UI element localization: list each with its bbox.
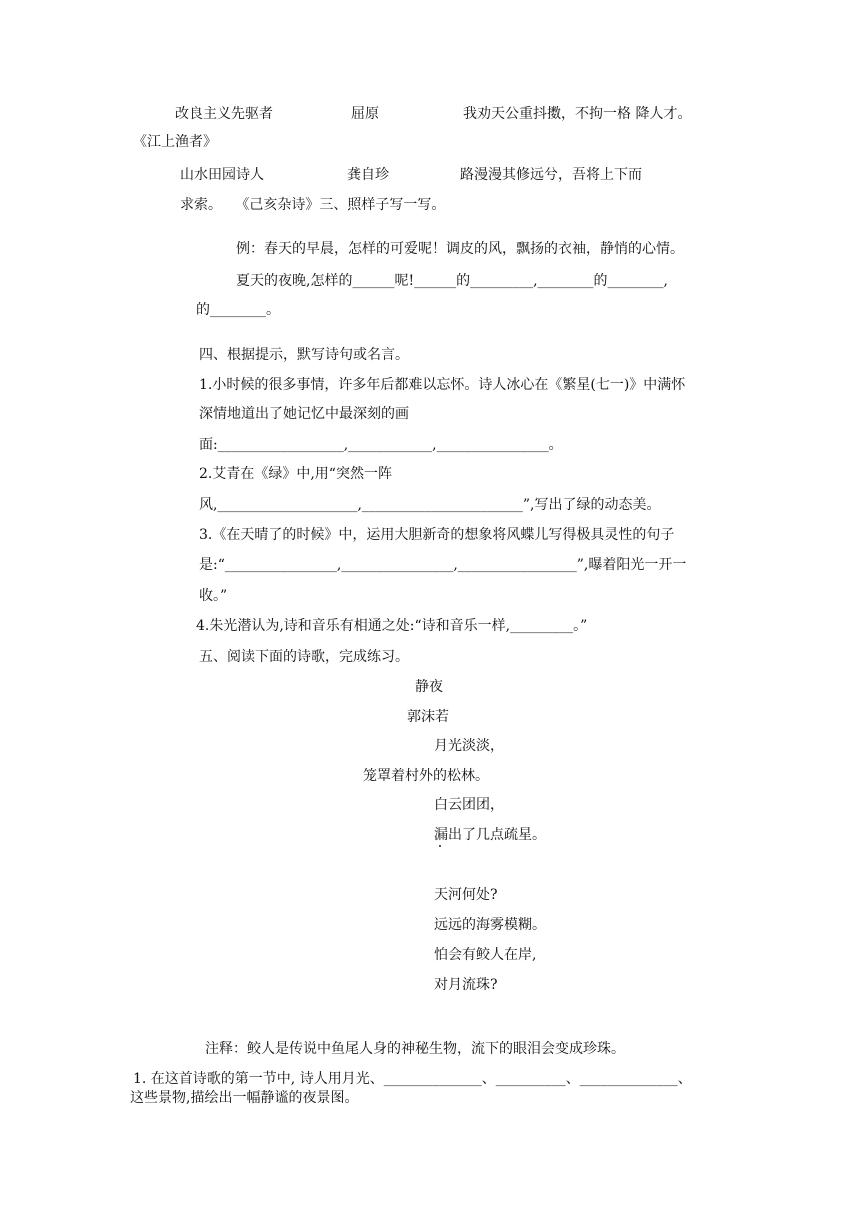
matching-row1-col2: 屈原 — [351, 106, 379, 122]
poem-line: 天河何处? — [434, 887, 498, 903]
section4-q3-line1: 3.《在天晴了的时候》中，运用大胆新奇的想象将风蝶儿写得极具灵性的句子 — [199, 527, 675, 543]
poem-note: 注释：鲛人是传说中鱼尾人身的神秘生物，流下的眼泪会变成珍珠。 — [205, 1041, 625, 1057]
section4-q1-line2: 深情地道出了她记忆中最深刻的画 — [199, 406, 409, 422]
section3-prompt-line1: 夏天的夜晚,怎样的______呢!______的_________,________的________, — [236, 273, 668, 289]
matching-row1-tail: 《江上渔者》 — [133, 134, 217, 150]
matching-row1-col3: 我劝天公重抖擞，不拘一格 降人才。 — [463, 106, 692, 122]
section4-heading: 四、根据提示，默写诗句或名言。 — [199, 347, 409, 363]
section3-example: 例：春天的早晨，怎样的可爱呢！调皮的风，飘扬的衣袖，静悄的心情。 — [236, 241, 684, 257]
matching-row1-col1: 改良主义先驱者 — [175, 106, 273, 122]
emphasis-dot — [439, 845, 441, 847]
matching-row2-tail: 求索。 《己亥杂诗》三、照样子写一写。 — [180, 197, 446, 213]
section4-q3-line2: 是:“________________,________________,_________________”,曝着阳光一开一 — [199, 557, 687, 573]
section4-q3-line3: 收。” — [199, 588, 228, 604]
matching-row2-col2: 龚自珍 — [347, 167, 389, 183]
section5-q1-line1: 1. 在这首诗歌的第一节中, 诗人用月光、______________、__________、______________、 — [133, 1071, 692, 1087]
section4-q1-line3: 面:__________________,____________,________________。 — [199, 437, 563, 453]
section4-q4: 4.朱光潜认为,诗和音乐有相通之处:“诗和音乐一样,_________。” — [196, 618, 588, 634]
section3-prompt-line2: 的________。 — [196, 302, 280, 318]
poem-line: 对月流珠? — [434, 977, 498, 993]
matching-row2-col1: 山水田园诗人 — [180, 167, 264, 183]
section4-q1-line1: 1.小时候的很多事情，许多年后都难以忘怀。诗人冰心在《繁星(七一)》中满怀 — [199, 377, 686, 393]
poem-title: 静夜 — [415, 679, 443, 695]
poem-author: 郭沫若 — [407, 709, 449, 725]
section4-q2-line1: 2.艾青在《绿》中,用“突然一阵 — [199, 466, 392, 482]
poem-line: 白云团团， — [434, 797, 504, 813]
section4-q2-line2: 风,____________________,_______________________”,写出了绿的动态美。 — [199, 497, 661, 513]
poem-line: 漏出了几点疏星。 — [434, 827, 546, 843]
section5-heading: 五、阅读下面的诗歌，完成练习。 — [199, 649, 409, 665]
matching-row2-col3: 路漫漫其修远兮，吾将上下而 — [460, 167, 642, 183]
poem-line: 怕会有鲛人在岸, — [434, 947, 537, 963]
poem-line: 月光淡淡， — [434, 738, 504, 754]
poem-line: 笼罩着村外的松林。 — [363, 768, 489, 784]
section5-q1-line2: 这些景物,描绘出一幅静谧的夜景图。 — [130, 1090, 359, 1106]
poem-line: 远远的海雾模糊。 — [434, 917, 546, 933]
